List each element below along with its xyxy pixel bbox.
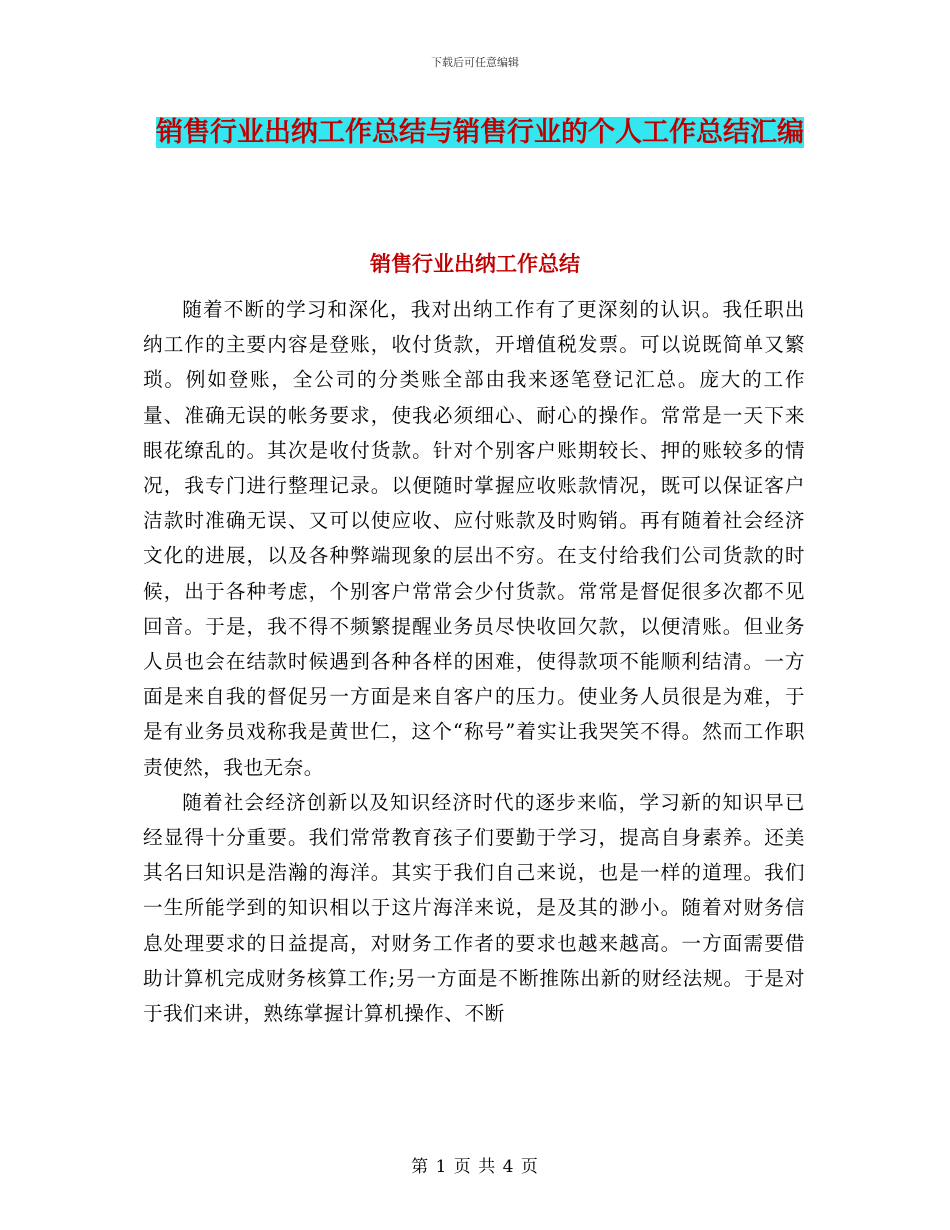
header-note: 下载后可任意编辑 bbox=[431, 56, 519, 69]
document-body bbox=[143, 292, 805, 1031]
section-title: 销售行业出纳工作总结 bbox=[370, 252, 580, 276]
document-title bbox=[140, 110, 820, 156]
paragraph: 随着社会经济创新以及知识经济时代的逐步来临，学习新的知识早已经显得十分重要。我们常常教育孩子们要勤于学习，提高自身素养。还美其名曰知识是浩瀚的海洋。其实于我们自己来说，也是一样的道理。我们一生所能学到的知识相以于这片海洋来说，是及其的渺小。随着对财务信息处理要求的日益提高，对财务工作者的要求也越来越高。一方面需要借助计算机完成财务核算工作;另一方面是不断推陈出新的财经法规。于是对于我们来讲，熟练掌握计算机操作、不断 bbox=[143, 790, 805, 1026]
paragraph: 随着不断的学习和深化，我对出纳工作有了更深刻的认识。我任职出纳工作的主要内容是登账，收付货款，开增值税发票。可以说既简单又繁琐。例如登账，全公司的分类账全部由我来逐笔登记汇总。庞大的工作量、准确无误的帐务要求，使我必须细心、耐心的操作。常常是一天下来眼花缭乱的。其次是收付货款。针对个别客户账期较长、押的账较多的情况，我专门进行整理记录。以便随时掌握应收账款情况，既可以保证客户洁款时准确无误、又可以使应收、应付账款及时购销。再有随着社会经济文化的进展，以及各种弊端现象的层出不穷。在支付给我们公司货款的时候，出于各种考虑，个别客户常常会少付货款。常常是督促很多次都不见回音。于是，我不得不频繁提醒业务员尽快收回欠款，以便清账。但业务人员也会在结款时候遇到各种各样的困难，使得款项不能顺利结清。一方面是来自我的督促另一方面是来自客户的压力。使业务人员很是为难，于是有业务员戏称我是黄世仁，这个“称号”着实让我哭笑不得。然而工作职责使然，我也无奈。 bbox=[143, 298, 805, 779]
page-number: 第 1 页 共 4 页 bbox=[411, 1157, 539, 1177]
document-title-text: 销售行业出纳工作总结与销售行业的个人工作总结汇编 bbox=[156, 117, 804, 148]
